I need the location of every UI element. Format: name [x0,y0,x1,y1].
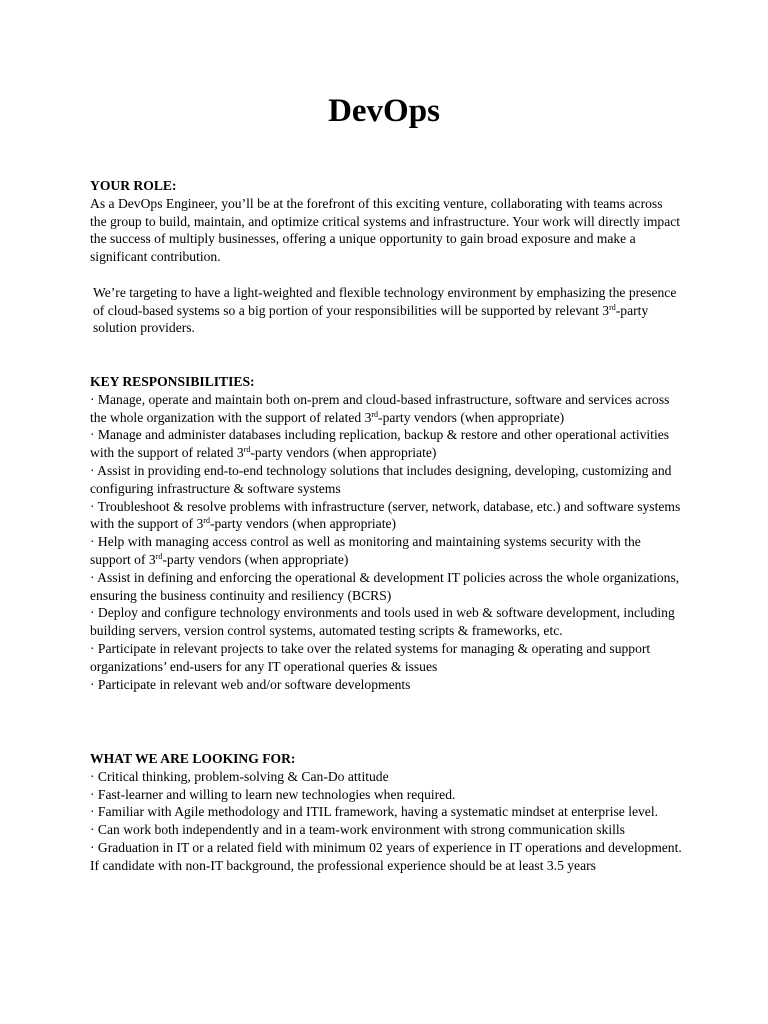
responsibility-text-tail: -party vendors (when appropriate) [209,516,397,532]
requirement-item: · Can work both independently and in a team-work environment with strong communication skills [90,822,625,838]
responsibility-text-tail: -party vendors (when appropriate) [250,445,437,461]
requirement-item: · Familiar with Agile methodology and ITIL framework, having a systematic mindset at enterprise level. [90,804,659,820]
requirements-heading: WHAT WE ARE LOOKING FOR: [90,751,296,766]
role-section [90,177,682,337]
requirements-list [90,768,682,875]
responsibility-item [90,391,682,427]
responsibility-item [90,462,682,498]
responsibility-item [90,426,682,462]
responsibilities-section [90,373,682,693]
responsibility-text: · Manage, operate and maintain both on-prem and cloud-based infrastructure, software and services across the whole organization with the support of related 3 [90,391,670,425]
responsibility-text: · Deploy and configure technology environments and tools used in web & software development, including building servers, version control systems, automated testing scripts & frameworks, etc. [90,605,675,639]
role-paragraph-1: As a DevOps Engineer, you’ll be at the forefront of this exciting venture, collaborating with teams across the group to build, maintain, and optimize critical systems and infrastructure. Your work will directly impact the success of multiply businesses, offering a unique opportunity to gain broad exposure and make a significant contribution. [90,195,681,265]
requirement-item: · Fast-learner and willing to learn new technologies when required. [90,786,456,802]
responsibility-item [90,676,682,694]
role-paragraph-2-tail: -party solution providers. [93,302,649,336]
role-paragraph-2 [90,284,682,337]
role-paragraph-2-text: We’re targeting to have a light-weighted and flexible technology environment by emphasizing the presence of cloud-based systems so a big portion of your responsibilities will be supported by relevant 3 [93,284,677,318]
requirement-item: · Critical thinking, problem-solving & Can-Do attitude [90,768,389,784]
responsibility-superscript: rd [155,551,163,561]
responsibility-text: · Help with managing access control as well as monitoring and maintaining systems security with the support of 3 [90,534,641,567]
responsibility-item [90,533,682,569]
responsibility-superscript: rd [243,445,251,455]
responsibility-text: · Troubleshoot & resolve problems with infrastructure (server, network, database, etc.) and software systems with the support of 3 [90,498,681,532]
responsibility-text-tail: -party vendors (when appropriate) [162,551,349,567]
responsibility-text: · Participate in relevant projects to take over the related systems for managing & operating and support organizations’ end-users for any IT operational queries & issues [90,640,651,674]
responsibility-item [90,604,682,640]
role-paragraph-2-superscript: rd [609,302,616,312]
responsibility-text: · Assist in providing end-to-end technology solutions that includes designing, developing, customizing and configuring infrastructure & software systems [90,462,672,496]
responsibility-text: · Participate in relevant web and/or software developments [90,676,411,692]
responsibility-superscript: rd [203,516,210,526]
responsibility-item [90,498,682,534]
requirement-item: · Graduation in IT or a related field with minimum 02 years of experience in IT operations and development. If candidate with non-IT background, the professional experience should be at least 3.5 years [90,839,682,873]
responsibility-text: · Assist in defining and enforcing the operational & development IT policies across the whole organizations, ensuring the business continuity and resiliency (BCRS) [90,569,680,603]
responsibility-item [90,640,682,676]
responsibilities-list [90,391,682,694]
requirements-section [90,750,682,875]
responsibility-superscript: rd [371,409,379,419]
responsibility-text: · Manage and administer databases including replication, backup & restore and other operational activities with the support of related 3 [90,427,670,461]
responsibility-text-tail: -party vendors (when appropriate) [378,409,565,425]
role-heading: YOUR ROLE: [90,178,177,193]
responsibilities-heading: KEY RESPONSIBILITIES: [90,374,255,389]
document-title: DevOps [328,93,440,129]
responsibility-item [90,569,682,605]
